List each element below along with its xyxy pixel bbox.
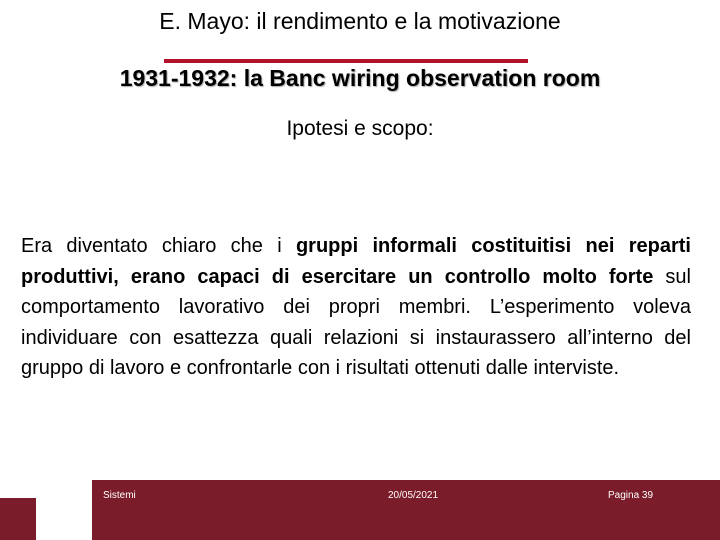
footer-left-block: [0, 498, 36, 540]
slide-subtitle: 1931-1932: la Banc wiring observation room: [119, 65, 601, 91]
body-text-part1: Era diventato chiaro che i: [21, 235, 296, 257]
body-paragraph: [21, 231, 691, 384]
footer-left-label: Sistemi: [103, 490, 136, 501]
footer-page-number: Pagina 39: [608, 490, 654, 501]
section-heading: Ipotesi e scopo:: [286, 117, 434, 140]
footer-date: 20/05/2021: [388, 490, 439, 501]
slide-title: E. Mayo: il rendimento e la motivazione: [159, 8, 561, 34]
footer-bar: [92, 480, 720, 540]
body-text-bold: gruppi informali costituitisi nei reparti produttivi, erano capaci di esercitare un controllo molto forte: [21, 235, 691, 288]
body-text-part2: sul comportamento lavorativo dei propri membri. L’esperimento voleva individuare con esattezza quali relazioni si instaurassero all’interno del gruppo di lavoro e confrontarle con i risultati ottenuti dalle interviste.: [21, 265, 691, 379]
